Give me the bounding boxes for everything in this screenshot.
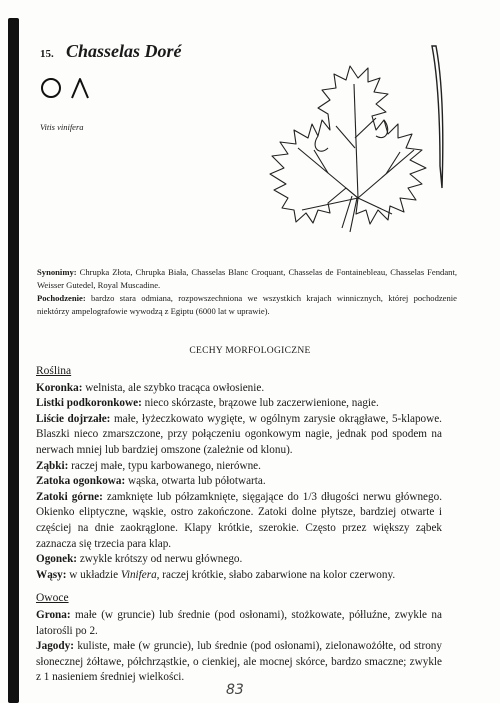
roslina-item: Zatoka ogonkowa: wąska, otwarta lub półotwarta. — [36, 475, 266, 488]
roslina-item: Ogonek: zwykle krótszy od nerwu głównego. — [36, 553, 243, 566]
roslina-item: Liście dojrzałe: małe, łyżeczkowato wygięte, w ogólnym zarysie okrągławe, 5-klapowe. Blaszki nieco zmarszczone, przy połączeniu ogonkowym nagie, jednak pod spodem na nerwach mniej lub bardziej omszone (zależnie od klonu). — [36, 412, 442, 456]
roslina-item-wasy: Wąsy: w układzie Vinifera, raczej krótkie, słabo zabarwione na kolor czerwony. — [36, 568, 396, 581]
roslina-item: Zatoki górne: zamknięte lub półzamknięte, sięgające do 1/3 długości nerwu głównego. Okienko eliptyczne, wąskie, ostro zakończone. Zatoki dolne płytsze, bardziej otwarte i częściej na dnie zaokrąglone. Klapy krótkie, szerokie. Często przez większy ząbek zaznacza się trzecia para klap. — [36, 490, 442, 550]
roslina-item: Listki podkoronkowe: nieco skórzaste, brązowe lub zaczerwienione, nagie. — [36, 397, 379, 410]
entry-number: 15. — [40, 48, 54, 60]
shoot-stem — [432, 46, 443, 188]
entry-title: Chasselas Doré — [66, 41, 182, 61]
section-title: CECHY MORFOLOGICZNE — [189, 346, 311, 356]
circle-icon — [42, 79, 60, 97]
origin-text: bardzo stara odmiana, rozpowszechniona we wszystkich krajach winnicznych, której pochodzenie niektórzy ampelografowie wywodzą z Egiptu (6000 lat w uprawie). — [37, 293, 457, 316]
owoce-heading: Owoce — [36, 592, 69, 605]
binding-spine — [8, 18, 19, 703]
roslina-item: Koronka: welnista, ale szybko tracąca owłosienie. — [36, 381, 265, 394]
morphology-body — [36, 364, 442, 686]
roslina-heading: Roślina — [36, 365, 72, 377]
species-name: Vitis vinifera — [40, 122, 84, 132]
meta-block — [37, 266, 457, 318]
owoce-item: Grona: małe (w gruncie) lub średnie (pod osłonami), stożkowate, półluźne, zwykle na latorośli po 2. — [36, 608, 442, 637]
page-number: 83 — [226, 682, 244, 698]
roslina-item: Ząbki: raczej małe, typu karbowanego, nierówne. — [36, 459, 261, 472]
symbol-group — [40, 75, 100, 103]
owoce-item: Jagody: kuliste, małe (w gruncie), lub średnie (pod osłonami), zielonawożółte, od strony słonecznej żółtawe, półchrząstkie, o cienkiej, ale mocnej skórce, bardzo smaczne; zwykle z 1 nasieniem średniej wielkości. — [36, 640, 442, 684]
origin-label: Pochodzenie: — [37, 293, 86, 303]
origin-line — [37, 292, 457, 318]
triangle-icon — [72, 79, 88, 98]
grape-leaf-illustration — [258, 38, 453, 238]
synonyms-label: Synonimy: — [37, 267, 77, 277]
synonyms-line — [37, 266, 457, 292]
synonyms-text: Chrupka Złota, Chrupka Biała, Chasselas Blanc Croquant, Chasselas de Fontainebleau, Chasselas Fendant, Weisser Gutedel, Royal Muscadine. — [37, 267, 457, 290]
